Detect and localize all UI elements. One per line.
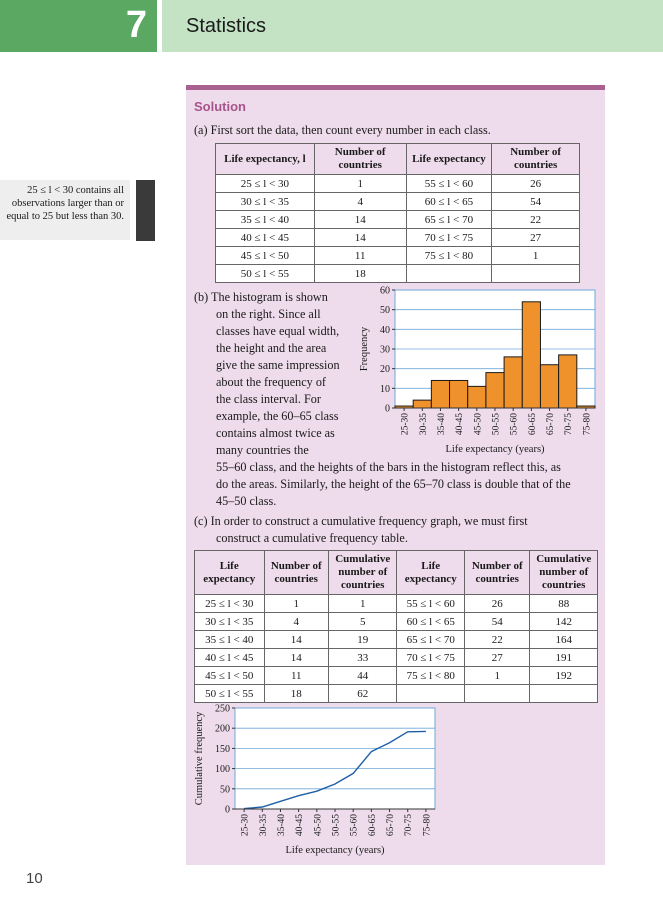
y-tick-label: 50 xyxy=(380,305,390,317)
table-cell: 54 xyxy=(492,193,580,211)
x-tick-label: 70-75 xyxy=(404,814,415,837)
table-cell: 65 ≤ l < 70 xyxy=(397,631,465,649)
histogram-bar xyxy=(504,357,522,408)
x-tick-label: 65-70 xyxy=(386,814,397,837)
x-axis-label: Life expectancy (years) xyxy=(285,845,385,856)
table-row xyxy=(195,631,598,649)
table-cell xyxy=(406,265,492,283)
plot-area xyxy=(235,708,435,809)
table-cell: 11 xyxy=(314,247,406,265)
chapter-title-bar xyxy=(162,0,663,52)
part-b-line: 45–50 class. xyxy=(216,494,277,508)
table-cell: 164 xyxy=(530,631,598,649)
margin-note-strip xyxy=(136,180,155,241)
y-tick-label: 40 xyxy=(380,324,390,336)
part-a-text: (a) First sort the data, then count every number in each class. xyxy=(194,123,491,137)
table-cell xyxy=(530,685,598,703)
table-cell: 30 ≤ l < 35 xyxy=(195,613,265,631)
y-axis-label: Frequency xyxy=(359,326,370,372)
table-cell: 60 ≤ l < 65 xyxy=(397,613,465,631)
cumulative-frequency-chart xyxy=(190,703,445,860)
histogram-bar xyxy=(468,386,486,408)
part-b-line: give the same impression xyxy=(216,358,340,372)
table-cell: 65 ≤ l < 70 xyxy=(406,211,492,229)
y-tick-label: 100 xyxy=(215,764,230,776)
y-tick-label: 250 xyxy=(215,703,230,715)
frequency-table xyxy=(215,143,580,283)
y-tick-label: 0 xyxy=(385,403,390,415)
x-tick-label: 40-45 xyxy=(295,814,306,837)
histogram-bar xyxy=(450,380,468,408)
table-cell: 25 ≤ l < 30 xyxy=(216,175,315,193)
table-cell: 40 ≤ l < 45 xyxy=(195,649,265,667)
table-row xyxy=(195,649,598,667)
x-axis-label: Life expectancy (years) xyxy=(445,444,545,455)
cumulative-table xyxy=(194,550,598,703)
table-cell: 33 xyxy=(328,649,397,667)
table-cell: 70 ≤ l < 75 xyxy=(397,649,465,667)
table-cell: 45 ≤ l < 50 xyxy=(216,247,315,265)
table-cell: 44 xyxy=(328,667,397,685)
table-cell: 26 xyxy=(492,175,580,193)
x-tick-label: 35-40 xyxy=(436,413,447,436)
table-header: Cumulative number of countries xyxy=(530,551,598,595)
table-cell: 62 xyxy=(328,685,397,703)
table-cell: 11 xyxy=(264,667,328,685)
x-tick-label: 60-65 xyxy=(527,413,538,436)
table-cell: 1 xyxy=(328,595,397,613)
y-tick-label: 0 xyxy=(225,804,230,816)
table-row xyxy=(216,175,580,193)
table-cell: 1 xyxy=(314,175,406,193)
y-tick-label: 200 xyxy=(215,723,230,735)
table-cell: 27 xyxy=(464,649,529,667)
table-row xyxy=(195,595,598,613)
table-cell: 50 ≤ l < 55 xyxy=(195,685,265,703)
table-cell: 50 ≤ l < 55 xyxy=(216,265,315,283)
table-header: Number of countries xyxy=(264,551,328,595)
table-cell: 1 xyxy=(464,667,529,685)
part-b-line: about the frequency of xyxy=(216,375,326,389)
table-header: Number of countries xyxy=(314,144,406,175)
table-cell: 192 xyxy=(530,667,598,685)
chapter-number-box xyxy=(0,0,157,52)
table-header: Life expectancy xyxy=(195,551,265,595)
table-cell: 40 ≤ l < 45 xyxy=(216,229,315,247)
solution-label: Solution xyxy=(194,99,246,114)
table-cell: 14 xyxy=(264,631,328,649)
part-b-line: the class interval. For xyxy=(216,392,321,406)
x-tick-label: 50-55 xyxy=(491,413,502,436)
part-b-line: do the areas. Similarly, the height of the 65–70 class is double that of the xyxy=(216,477,571,491)
table-cell: 1 xyxy=(492,247,580,265)
table-cell: 14 xyxy=(314,229,406,247)
table-cell: 35 ≤ l < 40 xyxy=(195,631,265,649)
x-tick-label: 65-70 xyxy=(546,413,557,436)
table-row xyxy=(195,667,598,685)
table-cell xyxy=(397,685,465,703)
part-b-line: example, the 60–65 class xyxy=(216,409,339,423)
table-cell: 75 ≤ l < 80 xyxy=(406,247,492,265)
table-cell: 18 xyxy=(314,265,406,283)
table-cell: 14 xyxy=(314,211,406,229)
page-number: 10 xyxy=(26,870,43,887)
table-header-row xyxy=(216,144,580,175)
part-b-line: classes have equal width, xyxy=(216,324,340,338)
table-cell: 25 ≤ l < 30 xyxy=(195,595,265,613)
part-b-line: on the right. Since all xyxy=(216,307,321,321)
part-b-line: 55–60 class, and the heights of the bars in the histogram reflect this, as xyxy=(216,460,561,474)
part-b-line: contains almost twice as xyxy=(216,426,335,440)
part-b-line: (b) The histogram is shown xyxy=(194,290,328,304)
x-tick-label: 55-60 xyxy=(349,814,360,837)
y-tick-label: 60 xyxy=(380,286,390,297)
part-c-line: construct a cumulative frequency table. xyxy=(216,531,408,545)
table-cell: 191 xyxy=(530,649,598,667)
table-header: Cumulative number of countries xyxy=(328,551,397,595)
table-cell: 60 ≤ l < 65 xyxy=(406,193,492,211)
table-header: Life expectancy, l xyxy=(216,144,315,175)
table-row xyxy=(216,211,580,229)
histogram-bar xyxy=(540,365,558,408)
table-cell xyxy=(464,685,529,703)
table-cell: 19 xyxy=(328,631,397,649)
table-row xyxy=(216,193,580,211)
table-row xyxy=(216,229,580,247)
table-cell: 22 xyxy=(492,211,580,229)
table-header: Number of countries xyxy=(464,551,529,595)
table-row xyxy=(216,265,580,283)
y-tick-label: 20 xyxy=(380,364,390,376)
table-cell: 14 xyxy=(264,649,328,667)
table-header: Number of countries xyxy=(492,144,580,175)
x-tick-label: 75-80 xyxy=(582,413,593,436)
part-b-line: the height and the area xyxy=(216,341,327,355)
histogram-bar xyxy=(486,373,504,408)
part-b-line: many countries the xyxy=(216,443,309,457)
x-tick-label: 60-65 xyxy=(367,814,378,837)
table-cell: 1 xyxy=(264,595,328,613)
table-cell: 54 xyxy=(464,613,529,631)
table-cell: 35 ≤ l < 40 xyxy=(216,211,315,229)
histogram-bar xyxy=(431,380,449,408)
table-cell: 26 xyxy=(464,595,529,613)
table-cell: 18 xyxy=(264,685,328,703)
chapter-title: Statistics xyxy=(186,15,267,37)
histogram-bar xyxy=(559,355,577,408)
table-header-row xyxy=(195,551,598,595)
x-tick-label: 75-80 xyxy=(422,814,433,837)
table-row xyxy=(195,613,598,631)
x-tick-label: 45-50 xyxy=(313,814,324,837)
table-cell: 5 xyxy=(328,613,397,631)
chapter-number: 7 xyxy=(125,4,147,46)
table-cell: 55 ≤ l < 60 xyxy=(406,175,492,193)
y-axis-label: Cumulative frequency xyxy=(194,711,205,806)
table-cell xyxy=(492,265,580,283)
y-tick-label: 150 xyxy=(215,743,230,755)
table-cell: 88 xyxy=(530,595,598,613)
part-c-line: (c) In order to construct a cumulative frequency graph, we must first xyxy=(194,514,528,528)
table-header: Life expectancy xyxy=(406,144,492,175)
table-row xyxy=(216,247,580,265)
table-cell: 75 ≤ l < 80 xyxy=(397,667,465,685)
table-cell: 4 xyxy=(264,613,328,631)
table-cell: 55 ≤ l < 60 xyxy=(397,595,465,613)
x-tick-label: 25-30 xyxy=(240,814,251,837)
table-cell: 27 xyxy=(492,229,580,247)
margin-note: 25 ≤ l < 30 contains all observations larger than or equal to 25 but less than 30. xyxy=(0,180,130,240)
table-cell: 45 ≤ l < 50 xyxy=(195,667,265,685)
table-row xyxy=(195,685,598,703)
table-cell: 4 xyxy=(314,193,406,211)
x-tick-label: 40-45 xyxy=(455,413,466,436)
x-tick-label: 30-35 xyxy=(418,413,429,436)
histogram-bar xyxy=(522,302,540,408)
table-cell: 70 ≤ l < 75 xyxy=(406,229,492,247)
x-tick-label: 25-30 xyxy=(400,413,411,436)
table-cell: 22 xyxy=(464,631,529,649)
histogram-bar xyxy=(413,400,431,408)
x-tick-label: 35-40 xyxy=(276,814,287,837)
x-tick-label: 70-75 xyxy=(564,413,575,436)
x-tick-label: 30-35 xyxy=(258,814,269,837)
y-tick-label: 50 xyxy=(220,784,230,796)
x-tick-label: 50-55 xyxy=(331,814,342,837)
histogram-chart xyxy=(355,286,600,456)
table-header: Life expectancy xyxy=(397,551,465,595)
table-cell: 30 ≤ l < 35 xyxy=(216,193,315,211)
table-cell: 142 xyxy=(530,613,598,631)
y-tick-label: 30 xyxy=(380,344,390,356)
x-tick-label: 45-50 xyxy=(473,413,484,436)
y-tick-label: 10 xyxy=(380,383,390,395)
x-tick-label: 55-60 xyxy=(509,413,520,436)
